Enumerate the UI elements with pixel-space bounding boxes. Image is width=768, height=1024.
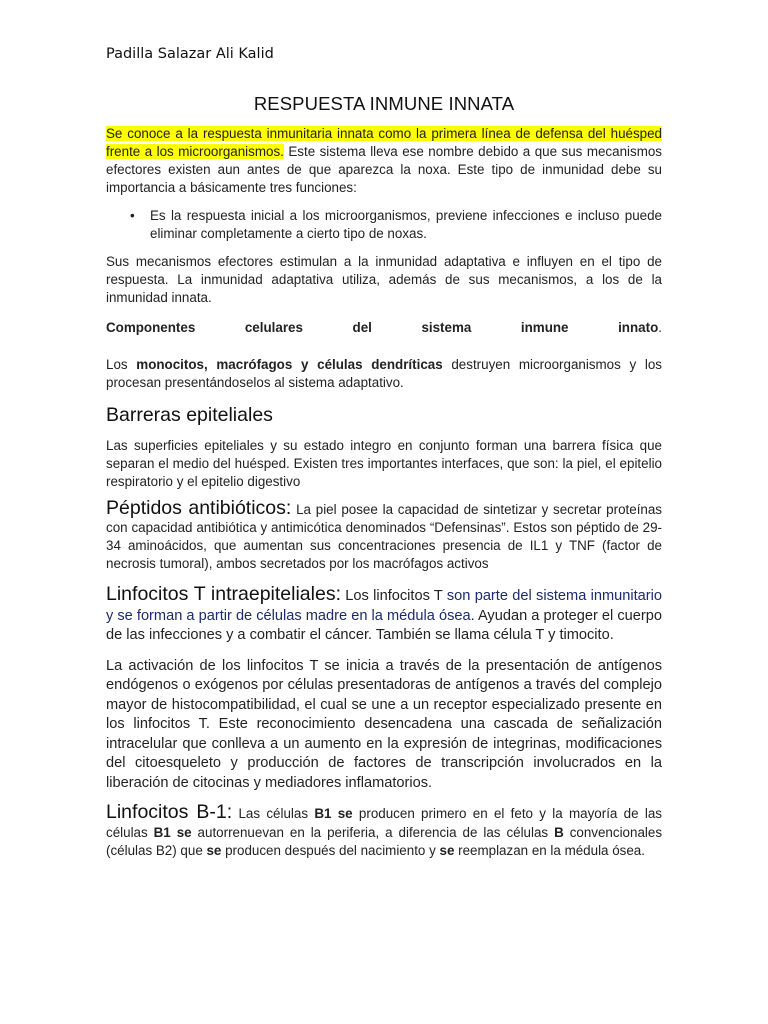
linfocitos-b1-paragraph [106, 803, 662, 861]
intro-paragraph [106, 125, 662, 197]
peptidos-heading: Péptidos antibióticos: [106, 497, 292, 519]
b1-text-2: producen primero en el feto y la mayoría de las células [106, 806, 662, 840]
barreras-heading: Barreras epiteliales [106, 404, 273, 426]
adaptativa-paragraph: Sus mecanismos efectores estimulan a la inmunidad adaptativa e influyen en el tipo de respuesta. La inmunidad adaptativa utiliza, además de sus mecanismos, a los de la inmunidad innata. [106, 254, 662, 305]
document-body [106, 125, 662, 861]
peptidos-text: La piel posee la capacidad de sintetizar y secretar proteínas con capacidad antibiótica y antimicótica denominados “Defensinas”. Estos son péptido de 29-34 aminoácidos, que aumentan sus concentraciones presencia de IL1 y TNF (factor de necrosis tumoral), ambos secretados por los macrófagos activos [106, 502, 662, 571]
b1-text-5: producen después del nacimiento y [221, 843, 440, 858]
functions-list [106, 207, 662, 243]
componentes-heading-text: Componentes celulares del sistema inmune innato [106, 320, 659, 335]
monocitos-bold: monocitos, macrófagos y células dendríticas [136, 357, 443, 372]
linfocitos-t-text-b: . Ayudan a proteger el cuerpo de las infecciones y a combatir el cáncer. También se llama célula T y timocito. [106, 607, 662, 643]
componentes-heading [106, 319, 662, 337]
b1-text-3: autorrenuevan en la periferia, a diferencia de las células [191, 824, 555, 840]
linfocitos-t-text-a: Los linfocitos T [340, 588, 443, 604]
b1-text-6: reemplazan en la médula ósea. [454, 843, 645, 858]
linfocitos-b1-heading: Linfocitos B-1: [106, 801, 233, 823]
b1-text-1: Las células [232, 806, 315, 821]
author-name: Padilla Salazar Ali Kalid [106, 46, 274, 62]
b1-bold-5: se [439, 843, 455, 858]
document-title: RESPUESTA INMUNE INNATA [253, 93, 515, 114]
b1-bold-2: B1 se [153, 824, 192, 840]
monocitos-pre: Los [106, 357, 137, 372]
intro-text: Este sistema lleva ese nombre debido a que sus mecanismos efectores existen aun antes de que aparezca la noxa. Este tipo de inmunidad debe su importancia a básicamente tres funciones: [106, 144, 662, 195]
linfocitos-t-heading: Linfocitos T intraepiteliales: [106, 583, 341, 605]
b1-bold-3: B [554, 824, 564, 840]
bullet-icon: • [130, 208, 135, 223]
highlighted-text: Se conoce a la respuesta inmunitaria innata como la primera línea de defensa del huésped frente a los microorganismos. [106, 126, 662, 159]
b1-bold-4: se [206, 843, 222, 858]
activacion-paragraph: La activación de los linfocitos T se inicia a través de la presentación de antígenos endógenos o exógenos por células presentadoras de antígenos a través del complejo mayor de histocompatibilidad, el cual se une a un receptor especializado presente en los linfocitos T. Este reconocimiento desencadena una cascada de señalización intracelular que conlleva a un aumento en la expresión de integrinas, modificaciones del citoesqueleto y producción de factores de transcripción involucrados en la liberación de citocinas y mediadores inflamatorios. [106, 657, 662, 791]
monocitos-paragraph [106, 356, 662, 392]
list-item [130, 207, 662, 243]
b1-bold-1: B1 se [314, 806, 353, 821]
b1-text-4: convencionales (células B2) que [106, 824, 663, 858]
componentes-period: . [658, 320, 662, 335]
barreras-paragraph: Las superficies epiteliales y su estado integro en conjunto forman una barrera física que separan el medio del huésped. Existen tres importantes interfaces, que son: la piel, el epitelio respiratorio y el epitelio digestivo [106, 438, 662, 489]
linfocitos-t-blue-text: son parte del sistema inmunitario y se forman a partir de células madre en la médula ósea [106, 588, 662, 624]
list-item-text: Es la respuesta inicial a los microorganismos, previene infecciones e incluso puede eliminar completamente a cierto tipo de noxas. [150, 208, 662, 241]
monocitos-post: destruyen microorganismos y los procesan presentándoselos al sistema adaptativo. [106, 357, 663, 390]
linfocitos-t-paragraph [106, 585, 662, 646]
peptidos-paragraph [106, 499, 662, 573]
